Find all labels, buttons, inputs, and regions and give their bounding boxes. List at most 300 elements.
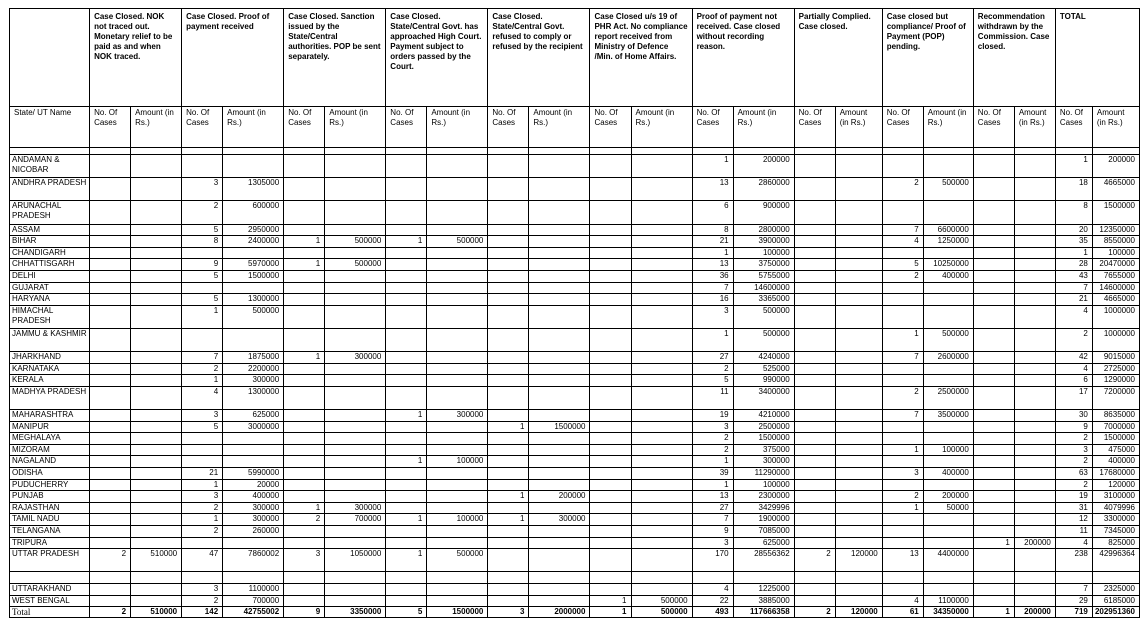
cases-cell: 13 <box>692 178 733 201</box>
amount-cell: 500000 <box>427 549 488 572</box>
amount-cell: 8550000 <box>1092 236 1139 248</box>
amount-cell <box>223 328 284 351</box>
amount-cell: 4240000 <box>733 352 794 364</box>
state-name: TAMIL NADU <box>10 514 90 526</box>
cases-cell <box>386 305 427 328</box>
cases-cell <box>488 247 529 259</box>
amount-cell <box>131 421 182 433</box>
amount-cell <box>427 328 488 351</box>
cases-cell: 1 <box>182 375 223 387</box>
cases-cell <box>590 259 631 271</box>
amount-cell <box>1014 375 1055 387</box>
spacer-cell <box>325 148 386 155</box>
amount-cell <box>631 468 692 480</box>
cases-cell: 2 <box>1055 456 1092 468</box>
table-row <box>10 514 1140 526</box>
cases-cell <box>90 410 131 422</box>
cases-cell <box>590 491 631 503</box>
amount-cell <box>529 155 590 178</box>
state-name: ANDHRA PRADESH <box>10 178 90 201</box>
amount-cell <box>835 595 882 607</box>
cases-cell <box>794 386 835 409</box>
cases-cell: 9 <box>1055 421 1092 433</box>
cases-cell <box>794 375 835 387</box>
cases-cell <box>386 270 427 282</box>
cases-cell <box>692 572 733 584</box>
amount-cell: 3500000 <box>923 410 973 422</box>
spacer-cell <box>692 148 733 155</box>
amount-cell <box>529 595 590 607</box>
cases-cell <box>284 224 325 236</box>
state-name: UTTARAKHAND <box>10 583 90 595</box>
amount-cell: 1100000 <box>223 583 284 595</box>
amount-cell <box>325 155 386 178</box>
amount-cell <box>835 433 882 445</box>
amount-cell <box>631 433 692 445</box>
total-amount-cell: 34350000 <box>923 607 973 618</box>
cases-cell <box>90 595 131 607</box>
cases-cell: 42 <box>1055 352 1092 364</box>
group-header-row <box>10 9 1140 107</box>
amount-cell <box>631 247 692 259</box>
amount-cell: 14600000 <box>1092 282 1139 294</box>
amount-cell: 7860002 <box>223 549 284 572</box>
amount-cell <box>427 259 488 271</box>
amount-cell <box>131 572 182 584</box>
cases-cell: 31 <box>1055 502 1092 514</box>
amount-cell <box>1014 201 1055 224</box>
amount-cell: 17680000 <box>1092 468 1139 480</box>
cases-cell <box>590 410 631 422</box>
cases-cell: 2 <box>182 595 223 607</box>
amount-cell: 1500000 <box>1092 201 1139 224</box>
cases-cell <box>488 549 529 572</box>
cases-cell <box>882 537 923 549</box>
cases-cell: 2 <box>882 386 923 409</box>
cases-cell: 21 <box>692 236 733 248</box>
cases-cell: 27 <box>692 352 733 364</box>
amount-cell <box>1014 259 1055 271</box>
cases-cell <box>794 363 835 375</box>
cases-cell <box>386 178 427 201</box>
cases-cell <box>882 305 923 328</box>
cases-cell <box>90 247 131 259</box>
amount-cell <box>835 375 882 387</box>
amount-cell <box>427 502 488 514</box>
amount-cell <box>131 270 182 282</box>
cases-subheader: No. Of Cases <box>386 107 427 148</box>
amount-cell: 10250000 <box>923 259 973 271</box>
amount-cell <box>223 537 284 549</box>
amount-cell <box>131 386 182 409</box>
cases-cell <box>794 514 835 526</box>
amount-cell <box>631 178 692 201</box>
cases-cell <box>284 456 325 468</box>
amount-cell <box>529 259 590 271</box>
amount-cell <box>131 433 182 445</box>
amount-cell <box>923 247 973 259</box>
amount-cell <box>325 282 386 294</box>
amount-cell <box>631 444 692 456</box>
cases-cell: 7 <box>882 410 923 422</box>
cases-cell <box>590 236 631 248</box>
cases-cell: 3 <box>182 491 223 503</box>
cases-cell <box>182 155 223 178</box>
cases-cell <box>90 352 131 364</box>
amount-cell <box>631 305 692 328</box>
table-row <box>10 491 1140 503</box>
amount-cell <box>427 375 488 387</box>
table-row <box>10 328 1140 351</box>
amount-cell <box>1014 572 1055 584</box>
cases-cell <box>973 433 1014 445</box>
amount-cell <box>325 363 386 375</box>
cases-cell: 2 <box>692 444 733 456</box>
cases-cell: 170 <box>692 549 733 572</box>
amount-subheader: Amount (in Rs.) <box>223 107 284 148</box>
amount-cell: 20470000 <box>1092 259 1139 271</box>
amount-subheader: Amount (in Rs.) <box>923 107 973 148</box>
cases-cell: 1 <box>488 514 529 526</box>
cases-cell <box>882 456 923 468</box>
amount-cell <box>1014 352 1055 364</box>
cases-cell <box>488 386 529 409</box>
amount-cell <box>835 583 882 595</box>
amount-cell: 5970000 <box>223 259 284 271</box>
amount-cell <box>1014 363 1055 375</box>
amount-cell: 500000 <box>427 236 488 248</box>
cases-cell <box>488 410 529 422</box>
amount-cell: 200000 <box>1014 537 1055 549</box>
amount-cell <box>835 502 882 514</box>
amount-cell: 120000 <box>1092 479 1139 491</box>
amount-cell <box>923 294 973 306</box>
state-name: RAJASTHAN <box>10 502 90 514</box>
cases-cell <box>386 282 427 294</box>
amount-cell: 2300000 <box>733 491 794 503</box>
spacer-cell <box>284 148 325 155</box>
amount-cell <box>835 479 882 491</box>
amount-cell <box>631 294 692 306</box>
cases-cell <box>90 282 131 294</box>
amount-cell <box>131 375 182 387</box>
cases-cell <box>973 526 1014 538</box>
cases-cell <box>882 155 923 178</box>
cases-cell <box>284 479 325 491</box>
amount-subheader: Amount (in Rs.) <box>1014 107 1055 148</box>
spacer-cell <box>131 148 182 155</box>
amount-cell: 400000 <box>223 491 284 503</box>
cases-cell: 1 <box>692 479 733 491</box>
table-row <box>10 155 1140 178</box>
amount-cell: 500000 <box>733 305 794 328</box>
amount-cell: 42996364 <box>1092 549 1139 572</box>
cases-cell: 2 <box>1055 479 1092 491</box>
cases-cell <box>794 236 835 248</box>
cases-cell <box>386 537 427 549</box>
cases-cell: 1 <box>386 236 427 248</box>
amount-cell <box>325 583 386 595</box>
cases-cell: 1 <box>590 595 631 607</box>
spacer-cell <box>427 148 488 155</box>
amount-cell <box>631 502 692 514</box>
amount-cell <box>325 526 386 538</box>
state-name: UTTAR PRADESH <box>10 549 90 572</box>
cases-cell <box>488 375 529 387</box>
group-header: Case closed but compliance/ Proof of Payment (POP) pending. <box>882 9 973 107</box>
total-cases-cell: 719 <box>1055 607 1092 618</box>
amount-cell <box>131 224 182 236</box>
amount-cell: 200000 <box>923 491 973 503</box>
cases-cell <box>182 247 223 259</box>
cases-cell: 1 <box>973 537 1014 549</box>
cases-cell <box>590 155 631 178</box>
total-cases-cell: 2 <box>794 607 835 618</box>
cases-cell <box>488 537 529 549</box>
cases-cell: 36 <box>692 270 733 282</box>
cases-cell <box>182 433 223 445</box>
amount-cell <box>131 247 182 259</box>
spacer-cell <box>223 148 284 155</box>
amount-cell <box>835 456 882 468</box>
amount-cell <box>835 201 882 224</box>
amount-cell: 1290000 <box>1092 375 1139 387</box>
amount-cell <box>631 491 692 503</box>
cases-cell <box>90 502 131 514</box>
amount-cell: 990000 <box>733 375 794 387</box>
amount-cell <box>131 178 182 201</box>
cases-cell <box>284 270 325 282</box>
amount-cell <box>631 352 692 364</box>
table-row <box>10 363 1140 375</box>
amount-cell <box>131 155 182 178</box>
amount-cell <box>1014 294 1055 306</box>
cases-cell: 3 <box>1055 444 1092 456</box>
cases-cell <box>386 433 427 445</box>
amount-cell <box>1014 491 1055 503</box>
cases-cell <box>488 259 529 271</box>
amount-cell <box>835 178 882 201</box>
amount-cell: 1050000 <box>325 549 386 572</box>
state-name: MANIPUR <box>10 421 90 433</box>
amount-cell <box>427 352 488 364</box>
amount-cell <box>835 155 882 178</box>
cases-cell <box>90 433 131 445</box>
total-amount-cell: 3350000 <box>325 607 386 618</box>
cases-cell: 1 <box>284 259 325 271</box>
amount-cell <box>923 282 973 294</box>
amount-cell: 625000 <box>223 410 284 422</box>
amount-cell <box>325 468 386 480</box>
amount-cell <box>631 537 692 549</box>
cases-cell <box>386 595 427 607</box>
cases-cell <box>488 305 529 328</box>
amount-cell <box>529 479 590 491</box>
amount-cell: 2500000 <box>923 386 973 409</box>
amount-cell: 9015000 <box>1092 352 1139 364</box>
total-cases-cell: 1 <box>973 607 1014 618</box>
amount-cell <box>529 526 590 538</box>
cases-cell <box>973 386 1014 409</box>
state-name: HIMACHAL PRADESH <box>10 305 90 328</box>
total-cases-cell: 3 <box>488 607 529 618</box>
cases-cell <box>284 305 325 328</box>
amount-cell <box>131 456 182 468</box>
cases-subheader: No. Of Cases <box>692 107 733 148</box>
cases-cell <box>386 328 427 351</box>
spacer-cell <box>529 148 590 155</box>
amount-cell <box>835 259 882 271</box>
cases-cell <box>882 294 923 306</box>
total-cases-cell: 5 <box>386 607 427 618</box>
amount-cell <box>835 270 882 282</box>
amount-cell <box>529 386 590 409</box>
amount-cell <box>631 155 692 178</box>
cases-cell: 35 <box>1055 236 1092 248</box>
cases-cell: 7 <box>692 282 733 294</box>
amount-cell: 4079996 <box>1092 502 1139 514</box>
cases-cell <box>794 444 835 456</box>
cases-cell: 3 <box>182 583 223 595</box>
cases-cell <box>794 410 835 422</box>
cases-cell <box>284 328 325 351</box>
cases-cell <box>284 421 325 433</box>
amount-cell <box>131 410 182 422</box>
amount-cell <box>427 270 488 282</box>
cases-cell <box>488 363 529 375</box>
amount-cell <box>529 549 590 572</box>
amount-cell: 825000 <box>1092 537 1139 549</box>
amount-cell <box>131 537 182 549</box>
cases-cell <box>973 352 1014 364</box>
cases-cell <box>794 479 835 491</box>
amount-cell: 7085000 <box>733 526 794 538</box>
amount-cell <box>325 421 386 433</box>
amount-cell <box>1014 502 1055 514</box>
cases-cell <box>882 247 923 259</box>
cases-cell <box>590 270 631 282</box>
amount-cell <box>529 247 590 259</box>
spacer-cell <box>10 148 90 155</box>
cases-cell <box>794 526 835 538</box>
cases-cell <box>488 270 529 282</box>
cases-cell: 9 <box>692 526 733 538</box>
cases-cell: 7 <box>882 224 923 236</box>
amount-cell: 600000 <box>223 201 284 224</box>
amount-cell <box>1014 479 1055 491</box>
amount-cell: 500000 <box>923 328 973 351</box>
cases-cell <box>590 328 631 351</box>
cases-cell <box>794 572 835 584</box>
cases-cell: 43 <box>1055 270 1092 282</box>
total-cases-cell: 142 <box>182 607 223 618</box>
amount-cell: 100000 <box>733 247 794 259</box>
state-name: ANDAMAN & NICOBAR <box>10 155 90 178</box>
total-amount-cell: 500000 <box>631 607 692 618</box>
table-row <box>10 526 1140 538</box>
cases-subheader: No. Of Cases <box>284 107 325 148</box>
cases-cell <box>386 583 427 595</box>
cases-cell: 1 <box>284 236 325 248</box>
cases-cell <box>488 224 529 236</box>
cases-cell <box>794 421 835 433</box>
amount-cell: 500000 <box>325 236 386 248</box>
cases-cell <box>973 375 1014 387</box>
amount-cell <box>325 410 386 422</box>
cases-cell <box>386 363 427 375</box>
state-header: State/ UT Name <box>10 107 90 148</box>
cases-cell: 2 <box>1055 433 1092 445</box>
amount-cell: 700000 <box>223 595 284 607</box>
cases-cell <box>973 236 1014 248</box>
cases-cell <box>488 236 529 248</box>
group-header: Case Closed u/s 19 of PHR Act. No compliance report received from Ministry of Defence /Min. of Home Affairs. <box>590 9 692 107</box>
cases-cell <box>386 421 427 433</box>
cases-cell: 3 <box>182 178 223 201</box>
table-row <box>10 375 1140 387</box>
cases-cell <box>284 363 325 375</box>
cases-cell <box>973 410 1014 422</box>
cases-subheader: No. Of Cases <box>182 107 223 148</box>
cases-cell <box>794 259 835 271</box>
amount-cell <box>131 514 182 526</box>
amount-cell <box>835 526 882 538</box>
amount-cell <box>1014 468 1055 480</box>
amount-cell <box>427 224 488 236</box>
amount-cell: 3885000 <box>733 595 794 607</box>
cases-cell <box>973 224 1014 236</box>
amount-cell: 4400000 <box>923 549 973 572</box>
amount-cell <box>923 201 973 224</box>
amount-cell: 2950000 <box>223 224 284 236</box>
total-amount-cell: 120000 <box>835 607 882 618</box>
state-name <box>10 572 90 584</box>
table-row <box>10 282 1140 294</box>
amount-cell <box>427 363 488 375</box>
amount-cell: 2600000 <box>923 352 973 364</box>
group-header: Case Closed. State/Central Govt. refused to comply or refused by the recipient <box>488 9 590 107</box>
amount-cell <box>529 201 590 224</box>
spacer-cell <box>923 148 973 155</box>
amount-cell <box>835 421 882 433</box>
cases-cell <box>590 305 631 328</box>
cases-cell <box>882 421 923 433</box>
amount-cell <box>835 410 882 422</box>
cases-cell <box>284 386 325 409</box>
amount-cell <box>631 270 692 282</box>
amount-cell: 120000 <box>835 549 882 572</box>
cases-cell: 6 <box>692 201 733 224</box>
cases-cell <box>973 468 1014 480</box>
cases-cell <box>90 526 131 538</box>
cases-cell <box>973 305 1014 328</box>
amount-cell <box>325 572 386 584</box>
group-header: Recommendation withdrawn by the Commission. Case closed. <box>973 9 1055 107</box>
cases-cell: 2 <box>182 502 223 514</box>
cases-cell <box>794 502 835 514</box>
amount-cell: 8635000 <box>1092 410 1139 422</box>
amount-cell: 3100000 <box>1092 491 1139 503</box>
amount-cell: 1100000 <box>923 595 973 607</box>
amount-cell <box>427 421 488 433</box>
amount-cell <box>631 328 692 351</box>
cases-cell <box>973 201 1014 224</box>
cases-cell <box>488 583 529 595</box>
amount-cell <box>427 282 488 294</box>
amount-cell: 5990000 <box>223 468 284 480</box>
amount-cell: 1305000 <box>223 178 284 201</box>
cases-cell <box>882 375 923 387</box>
